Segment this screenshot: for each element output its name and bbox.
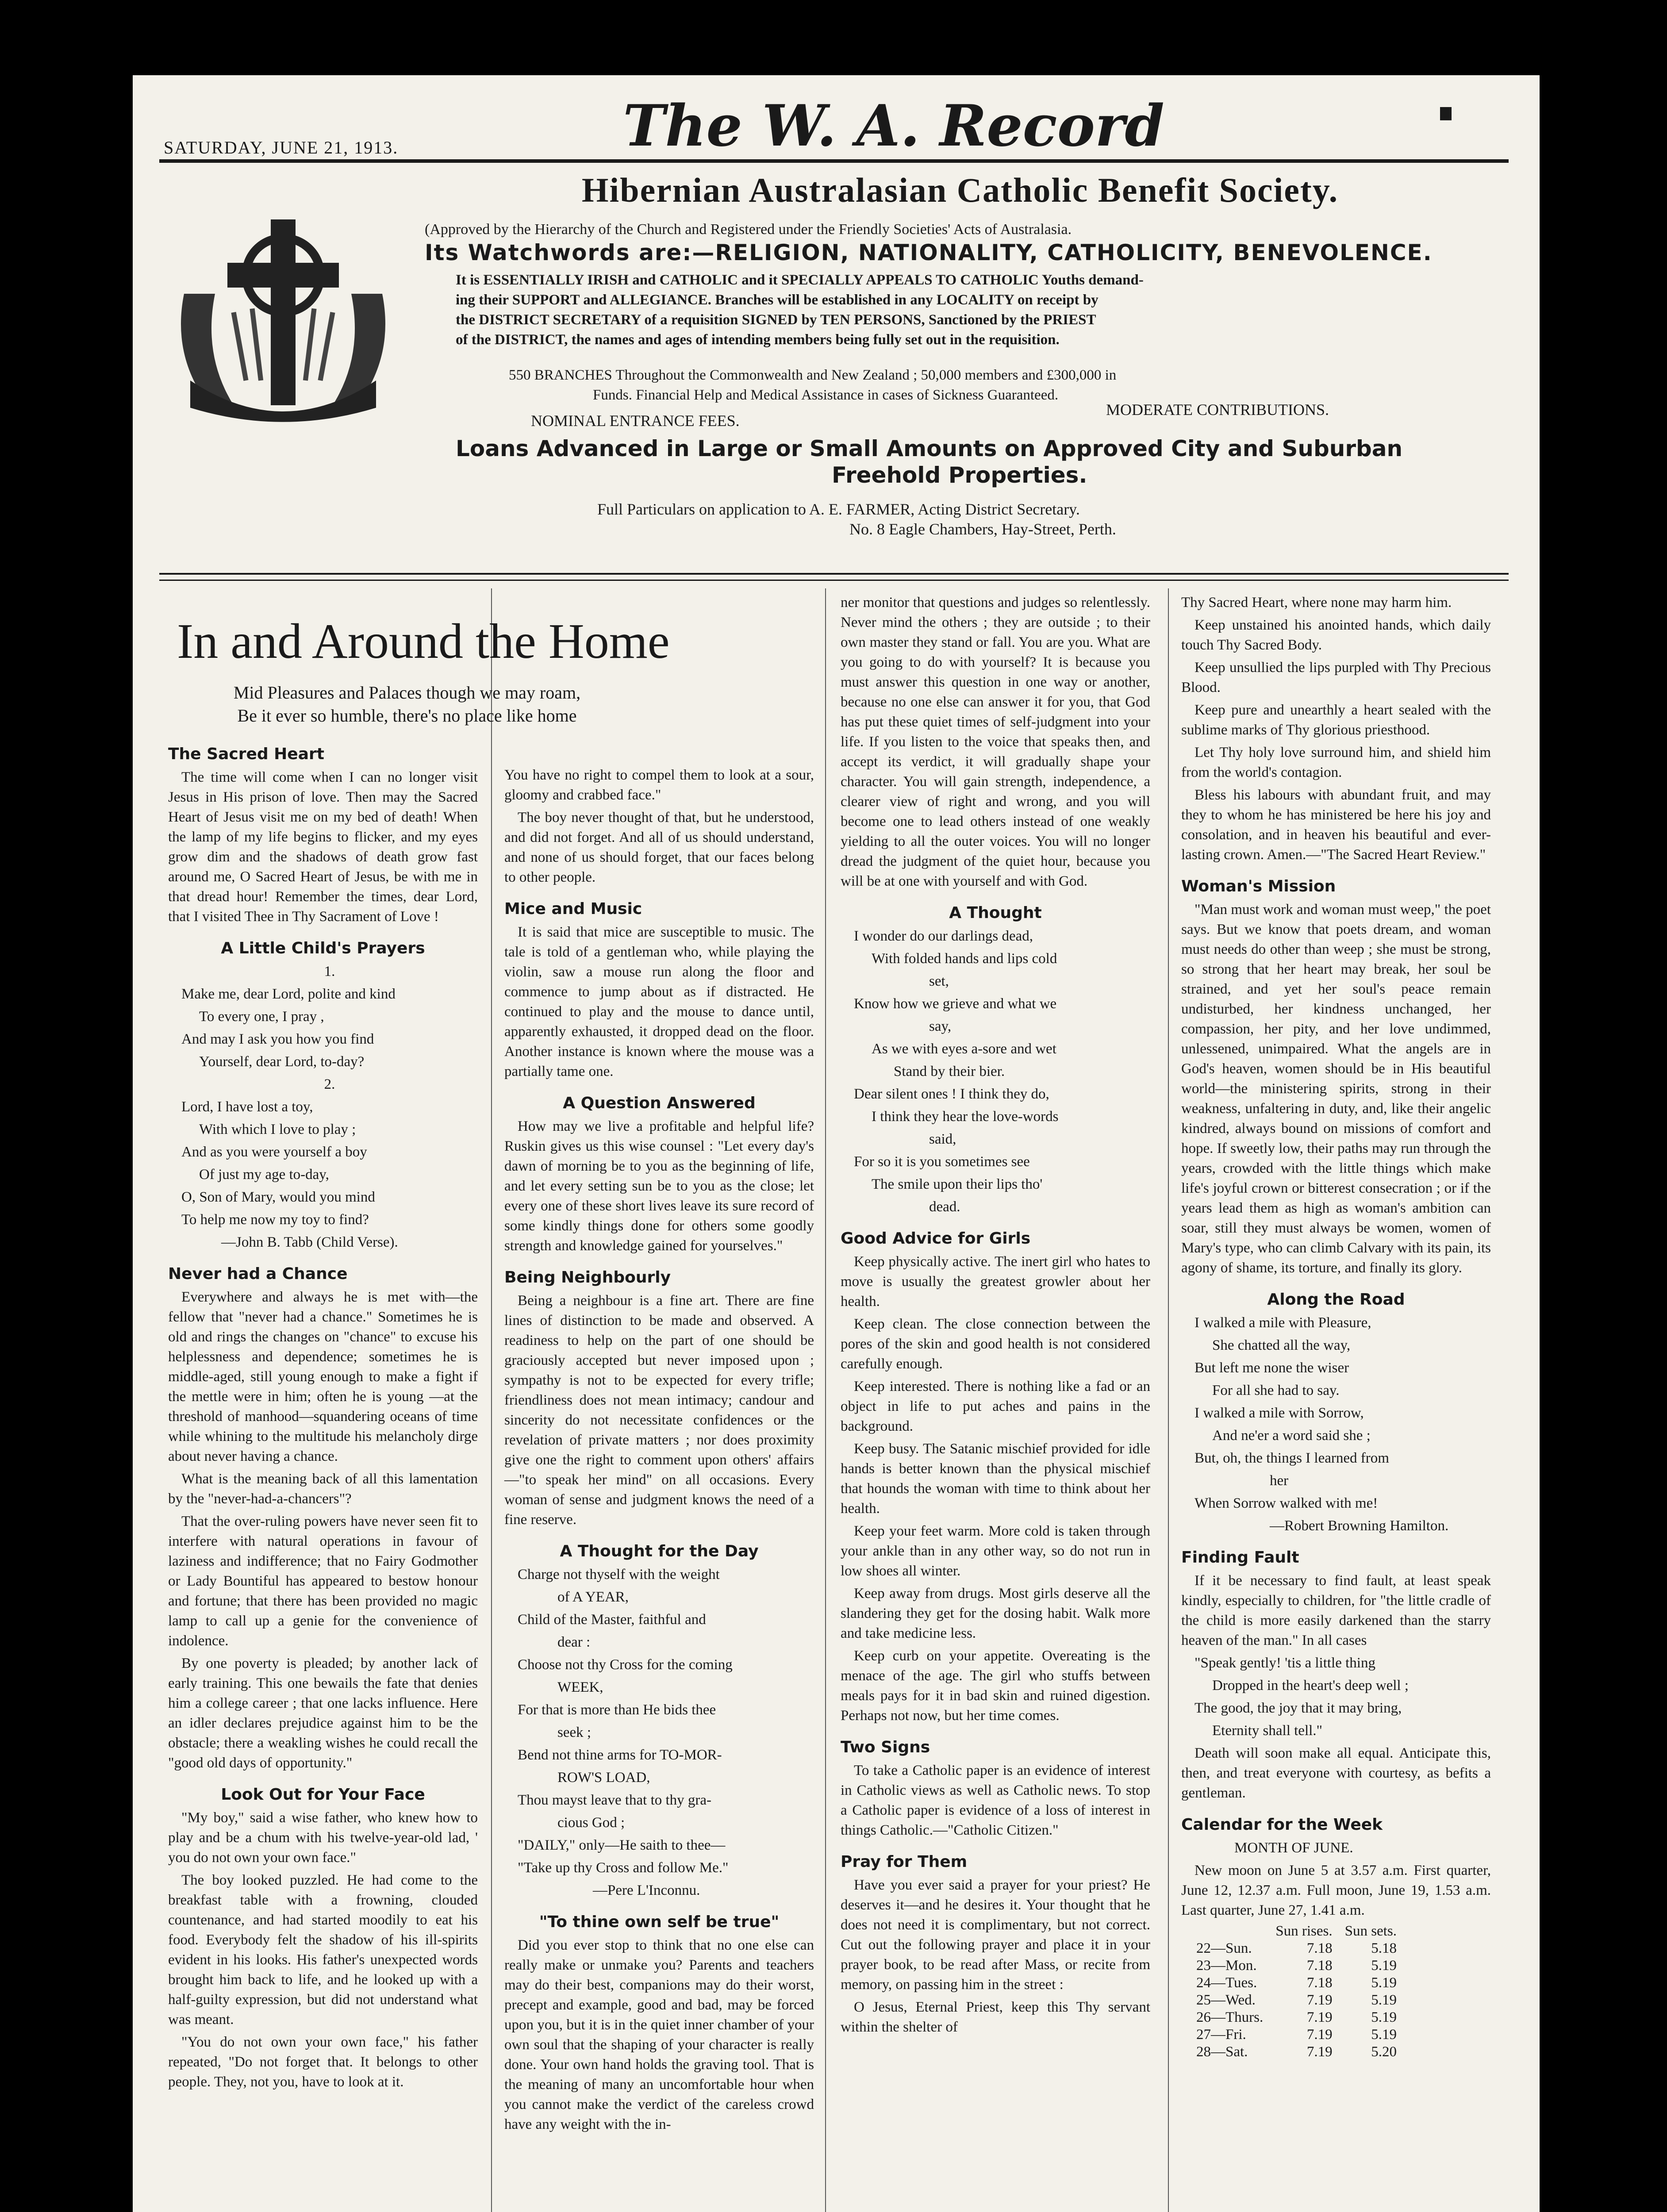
issue-date: SATURDAY, JUNE 21, 1913. (164, 138, 399, 157)
verse-line: And ne'er a word said she ; (1212, 1428, 1371, 1444)
column-2 (504, 765, 814, 2137)
row-sunrise: 7.18 (1306, 1958, 1333, 1974)
heading-a-thought: A Thought (949, 904, 1042, 922)
row-sunrise: 7.19 (1306, 2044, 1333, 2060)
row-day: 27—Fri. (1196, 2027, 1246, 2043)
verse-line: her (1270, 1473, 1289, 1489)
article-paragraph: What is the meaning back of all this lamentation by the "never-had-a-chancers"? (168, 1471, 478, 1507)
article-paragraph: Have you ever said a prayer for your priest? He deserves it—and he desires it. Your thought that he does not need it is complimentary, but not correct. Cut out the following prayer and place it in your prayer book, to be read after Mass, or recite from memory, on passing him in the street : (841, 1877, 1150, 1993)
celtic-cross-harp-emblem-icon (159, 195, 407, 442)
heading-child-prayers: A Little Child's Prayers (221, 939, 425, 957)
verse-line: The smile upon their lips tho' (872, 1176, 1043, 1192)
article-paragraph: Everywhere and always he is met with—the fellow that "never had a chance." Sometimes he is old and rings the changes on "chance" to excuse his helplessness and dependence; sometimes he is middle-aged, still young enough to make a fight if the mettle were in him; often he is young —at the threshold of manhood—squandering oceans of time while whining to the multitude his melancholy dirge about never having a chance. (168, 1289, 478, 1464)
article-paragraph: Keep unstained his anointed hands, which daily touch Thy Sacred Body. (1181, 617, 1491, 653)
verse-line: But, oh, the things I learned from (1195, 1450, 1389, 1466)
article-paragraph: Keep busy. The Satanic mischief provided for idle hands is better known than the physical mischief that hounds the woman with time to think about her health. (841, 1441, 1150, 1517)
verse-line: Thou mayst leave that to thy gra- (518, 1792, 712, 1808)
column-rule-2 (825, 588, 826, 2212)
article-paragraph: Keep your feet warm. More cold is taken through your ankle than in any other way, so do not run in low shoes all winter. (841, 1523, 1150, 1579)
header-sun-sets: Sun sets. (1344, 1923, 1397, 1939)
article-question-answered: How may we live a profitable and helpful life? Ruskin gives us this wise counsel : "Let every day's dawn of morning be to you as the beginning of life, and let every setting sun be to you as the close; let every one of these short lives leave its sure record of some kindly things done for others some goodly strength and knowledge gained for yourselves." (504, 1118, 814, 1254)
verse-line: Stand by their bier. (894, 1064, 1005, 1079)
row-sunrise: 7.18 (1306, 1975, 1333, 1991)
table-row (1190, 1992, 1403, 2009)
heading-womans-mission: Woman's Mission (1181, 877, 1336, 895)
heading-advice-for-girls: Good Advice for Girls (841, 1229, 1031, 1248)
verse-line: But left me none the wiser (1195, 1360, 1349, 1376)
article-being-neighbourly: Being a neighbour is a fine art. There are fine lines of distinction to be made and observed. A readiness to help on the part of one should be graciously accepted but never imposed upon ; sympathy is not to be expected for every trifle; friendliness does not mean intimacy; candour and sincerity do not necessitate confidences or the revelation of private matters ; nor does proximity give one the right to comment upon others' affairs—"to speak her mind" on all occasions. Every woman of sense and judgment knows the need of a fine reserve. (504, 1293, 814, 1528)
article-paragraph: Keep clean. The close connection between the pores of the skin and good health is not considered carefully enough. (841, 1316, 1150, 1372)
verse-line: cious God ; (557, 1815, 625, 1831)
column-rule-3 (1168, 588, 1169, 2212)
article-paragraph: Keep curb on your appetite. Overeating is the menace of the age. The girl who stuffs between meals pays for it in bad skin and ruined digestion. Perhaps not now, but her time comes. (841, 1648, 1150, 1724)
heading-never-had-chance: Never had a Chance (168, 1265, 348, 1283)
verse-line: Make me, dear Lord, polite and kind (181, 986, 396, 1002)
article-paragraph: "My boy," said a wise father, who knew how to play and be a chum with his twelve-year-old lad, ' you do not own your own face." (168, 1810, 478, 1866)
article-paragraph: ner monitor that questions and judges so relentlessly. Never mind the others ; they are outside ; to their own master they stand or fall. You are you. What are you going to do with yourself? It is because you must answer this question in one way or another, because no one else can answer it for you, that God has put these quiet times of self-judgment into your life. If you listen to the voice that speaks then, and accept its verdict, it will gradually shape your character. You will gain strength, independence, a clearer view of right and wrong, and you will become one to lead others instead of one weakly yielding to all the outer voices. You will no longer dread the judgment of the quiet hour, because you will be at one with yourself and with God. (841, 595, 1150, 889)
column-4 (1181, 593, 1491, 2061)
verse-line: "DAILY," only—He saith to thee— (518, 1837, 726, 1853)
heading-mice-music: Mice and Music (504, 900, 642, 918)
table-row (1190, 1958, 1403, 1975)
verse-line: With which I love to play ; (199, 1121, 356, 1137)
society-line-6: Funds. Financial Help and Medical Assistance in cases of Sickness Guaranteed. (593, 387, 1059, 403)
article-paragraph: That the over-ruling powers have never seen fit to interfere with natural operations in favour of laziness and indifference; that no Fairy Godmother or Lady Bountiful has appeared to bestow honour and fortune; that there has been provided no magic lamp to call up a genie for the convenience of indolence. (168, 1513, 478, 1649)
verse-line: say, (929, 1018, 952, 1034)
verse-line: Dear silent ones ! I think they do, (854, 1086, 1049, 1102)
verse-line: To help me now my toy to find? (181, 1212, 369, 1228)
article-paragraph: Keep away from drugs. Most girls deserve all the slandering they get for the dosing habit. Walk more and take medicine less. (841, 1586, 1150, 1641)
society-approval: (Approved by the Hierarchy of the Church and Registered under the Friendly Societies' Acts of Australasia. (425, 221, 1072, 238)
verse-line: seek ; (557, 1724, 592, 1740)
article-paragraph: Keep unsullied the lips purpled with Thy Precious Blood. (1181, 660, 1491, 695)
heading-two-signs: Two Signs (841, 1738, 930, 1756)
verse-line: ROW'S LOAD, (557, 1770, 650, 1786)
table-header-row (1190, 1923, 1403, 1940)
article-paragraph: Thy Sacred Heart, where none may harm him. (1181, 595, 1452, 611)
row-day: 24—Tues. (1196, 1975, 1257, 1991)
row-day: 26—Thurs. (1196, 2009, 1264, 2025)
loans-line-1: Loans Advanced in Large or Small Amounts on Approved City and Suburban (456, 436, 1403, 461)
heading-question-answered: A Question Answered (563, 1094, 756, 1112)
society-line-5: 550 BRANCHES Throughout the Commonwealth and New Zealand ; 50,000 members and £300,000 in (509, 367, 1117, 383)
society-line-2: ing their SUPPORT and ALLEGIANCE. Branches will be established in any LOCALITY on receipt by (456, 292, 1099, 308)
verse-line: I walked a mile with Sorrow, (1195, 1405, 1364, 1421)
verse-line: Of just my age to-day, (199, 1167, 329, 1183)
header-rule-top (159, 573, 1509, 575)
row-sunrise: 7.19 (1306, 2027, 1333, 2043)
verse-line: And may I ask you how you find (181, 1031, 374, 1047)
verse-attribution: —Pere L'Inconnu. (593, 1882, 700, 1898)
row-sunset: 5.19 (1371, 2009, 1397, 2025)
row-day: 28—Sat. (1196, 2044, 1248, 2060)
verse-line: I walked a mile with Pleasure, (1195, 1315, 1371, 1331)
article-paragraph: By one poverty is pleaded; by another lack of early training. This one bewails the fate that denies him a college career ; that one lacks influence. Here an idler declares prejudice against him to be the obstacle; there a weakling wishes he could recall the "good old days of opportunity." (168, 1655, 478, 1771)
particulars-line-1: Full Particulars on application to A. E. FARMER, Acting District Secretary. (597, 500, 1080, 518)
verse-line: As we with eyes a-sore and wet (872, 1041, 1056, 1057)
verse-line: O, Son of Mary, would you mind (181, 1189, 375, 1205)
row-sunset: 5.19 (1371, 1975, 1397, 1991)
watchwords-label: Its Watchwords are:— (425, 240, 715, 265)
row-sunrise: 7.19 (1306, 1992, 1333, 2008)
row-sunset: 5.18 (1371, 1940, 1397, 1956)
verse-line: For that is more than He bids thee (518, 1702, 716, 1718)
row-sunrise: 7.19 (1306, 2009, 1333, 2025)
calendar-moon-phases: New moon on June 5 at 3.57 a.m. First quarter, June 12, 12.37 a.m. Full moon, June 19, 1.53 a.m. Last quarter, June 27, 1.41 a.m. (1181, 1863, 1491, 1918)
row-day: 22—Sun. (1196, 1940, 1252, 1956)
watchwords-text: RELIGION, NATIONALITY, CATHOLICITY, BENEVOLENCE. (715, 240, 1433, 265)
table-row (1190, 2009, 1403, 2027)
verse-line: Yourself, dear Lord, to-day? (199, 1054, 365, 1070)
row-sunset: 5.20 (1371, 2044, 1397, 2060)
page-marker (1440, 107, 1452, 120)
verse-line: "Take up thy Cross and follow Me." (518, 1860, 729, 1876)
verse-attribution: —Robert Browning Hamilton. (1270, 1518, 1449, 1534)
verse-line: Child of the Master, faithful and (518, 1612, 706, 1628)
verse-line: of A YEAR, (557, 1589, 629, 1605)
article-two-signs: To take a Catholic paper is an evidence of interest in Catholic views as well as Catholic news. To stop a Catholic paper is evidence of a loss of interest in things Catholic.—"Catholic Citizen." (841, 1763, 1150, 1838)
row-day: 25—Wed. (1196, 1992, 1256, 2008)
feature-title: In and Around the Home (177, 614, 670, 669)
header-rule-bottom (159, 580, 1509, 581)
heading-look-out-face: Look Out for Your Face (221, 1786, 425, 1804)
contributions: MODERATE CONTRIBUTIONS. (1106, 401, 1329, 419)
row-day: 23—Mon. (1196, 1958, 1257, 1974)
newspaper-page (133, 75, 1540, 2212)
article-paragraph: "You do not own your own face," his father repeated, "Do not forget that. It belongs to other people. They, not you, have to look at it. (168, 2034, 478, 2090)
heading-calendar: Calendar for the Week (1181, 1816, 1383, 1834)
article-paragraph: Let Thy holy love surround him, and shield him from the world's contagion. (1181, 745, 1491, 780)
article-paragraph: Death will soon make all equal. Anticipate this, then, and treat everyone with courtesy, as befits a gentleman. (1181, 1745, 1491, 1801)
calendar-month: MONTH OF JUNE. (1234, 1840, 1353, 1856)
society-line-1: It is ESSENTIALLY IRISH and CATHOLIC and it SPECIALLY APPEALS TO CATHOLIC Youths demand- (456, 272, 1144, 288)
article-paragraph: Keep interested. There is nothing like a fad or an object in life to put aches and pains in the background. (841, 1379, 1150, 1434)
table-row (1190, 2027, 1403, 2044)
table-header-blank (1190, 1923, 1269, 1940)
verse-line: dead. (929, 1199, 960, 1215)
verse-attribution: —John B. Tabb (Child Verse). (221, 1234, 398, 1250)
article-paragraph: Keep pure and unearthly a heart sealed with the sublime marks of Thy glorious priesthood. (1181, 702, 1491, 738)
row-sunrise: 7.18 (1306, 1940, 1333, 1956)
verse-line: dear : (557, 1634, 591, 1650)
article-paragraph: Did you ever stop to think that no one else can really make or unmake you? Parents and teachers may do their best, companions may do their worst, precept and example, good and bad, may be forced upon you, but it is in the quiet inner chamber of your own soul that the shaping of your character is really done. Your own hand holds the graving tool. That is the meaning of many an uncomfortable hour when you cannot make the verdict of the careless crowd have any weight with the in- (504, 1937, 814, 2132)
table-row (1190, 1975, 1403, 1992)
article-paragraph: O Jesus, Eternal Priest, keep this Thy servant within the shelter of (841, 1999, 1150, 2035)
prayer-1-number: 1. (324, 964, 335, 979)
article-paragraph: Bless his labours with abundant fruit, and may they to whom he has ministered be here his joy and consolation, and in heaven his beautiful and ever-lasting crown. Amen.—"The Sacred Heart Review." (1181, 787, 1491, 863)
particulars-line-2: No. 8 Eagle Chambers, Hay-Street, Perth. (849, 520, 1116, 538)
verse-line: Choose not thy Cross for the coming (518, 1657, 733, 1673)
verse-line: I wonder do our darlings dead, (854, 928, 1033, 944)
column-rule-1 (491, 588, 492, 2212)
article-paragraph: Keep physically active. The inert girl who hates to move is usually the greatest growler about her health. (841, 1254, 1150, 1310)
verse-line: She chatted all the way, (1212, 1337, 1351, 1353)
verse-line: Eternity shall tell." (1212, 1723, 1322, 1739)
verse-line: Lord, I have lost a toy, (181, 1099, 313, 1115)
row-sunset: 5.19 (1371, 1958, 1397, 1974)
verse-line: WEEK, (557, 1679, 603, 1695)
article-paragraph: The boy never thought of that, but he understood, and did not forget. And all of us should understand, and none of us should forget, that our faces belong to other people. (504, 810, 814, 885)
masthead-title: The W. A. Record (623, 93, 1164, 159)
verse-line: said, (929, 1131, 956, 1147)
verse-line: The good, the joy that it may bring, (1195, 1700, 1402, 1716)
society-title: Hibernian Australasian Catholic Benefit Society. (581, 171, 1339, 209)
verse-line: Charge not thyself with the weight (518, 1567, 720, 1582)
heading-pray-for-them: Pray for Them (841, 1853, 968, 1871)
masthead-rule (159, 159, 1509, 163)
verse-line: For so it is you sometimes see (854, 1154, 1030, 1170)
sun-times-table (1190, 1923, 1403, 2061)
heading-finding-fault: Finding Fault (1181, 1548, 1299, 1567)
verse-line: With folded hands and lips cold (872, 951, 1057, 967)
verse-line: And as you were yourself a boy (181, 1144, 367, 1160)
feature-motto-1: Mid Pleasures and Palaces though we may roam, (233, 683, 581, 703)
verse-line: I think they hear the love-words (872, 1109, 1059, 1125)
society-line-3: the DISTRICT SECRETARY of a requisition SIGNED by TEN PERSONS, Sanctioned by the PRIEST (456, 312, 1096, 328)
verse-line: Dropped in the heart's deep well ; (1212, 1678, 1409, 1694)
loans-line-2: Freehold Properties. (832, 462, 1087, 488)
prayer-2-number: 2. (324, 1076, 335, 1092)
verse-line: "Speak gently! 'tis a little thing (1195, 1655, 1375, 1671)
society-watchwords (425, 240, 1433, 265)
heading-sacred-heart: The Sacred Heart (168, 745, 324, 763)
row-sunset: 5.19 (1371, 2027, 1397, 2043)
row-sunset: 5.19 (1371, 1992, 1397, 2008)
verse-line: For all she had to say. (1212, 1382, 1340, 1398)
header-sun-rises: Sun rises. (1275, 1923, 1333, 1939)
heading-being-neighbourly: Being Neighbourly (504, 1268, 671, 1286)
column-3 (841, 593, 1150, 2040)
heading-along-the-road: Along the Road (1267, 1290, 1405, 1309)
article-mice-music: It is said that mice are susceptible to music. The tale is told of a gentleman who, while playing the violin, saw a mouse run along the floor and commence to jump about as if distracted. He continued to play and the mouse to dance until, apparently exhausted, it dropped dead on the floor. Another instance is known where the mouse was a partially tame one. (504, 924, 814, 1079)
table-row (1190, 2044, 1403, 2061)
article-paragraph: You have no right to compel them to look at a sour, gloomy and crabbed face." (504, 767, 814, 803)
table-row (1190, 1940, 1403, 1958)
entrance-fees: NOMINAL ENTRANCE FEES. (531, 412, 740, 430)
verse-line: Know how we grieve and what we (854, 996, 1057, 1012)
verse-line: Bend not thine arms for TO-MOR- (518, 1747, 722, 1763)
article-sacred-heart: The time will come when I can no longer visit Jesus in His prison of love. Then may the Sacred Heart of Jesus visit me on my bed of death! When the lamp of my life begins to flicker, and my eyes grow dim and the shadows of death grow fast around me, O Sacred Heart of Jesus, be with me in that dread hour! Remember the times, dear Lord, that I visited Thee in Thy Sacrament of Love ! (168, 769, 478, 925)
article-paragraph: The boy looked puzzled. He had come to the breakfast table with a frowning, clouded countenance, and had started moodily to eat his food. Everybody felt the shadow of his ill-spirits evident in his looks. His father's unexpected words brought him back to life, and he looked up with a half-guilty expression, but did not understand what was meant. (168, 1872, 478, 2028)
verse-line: set, (929, 973, 949, 989)
article-paragraph: If it be necessary to find fault, at least speak kindly, especially to children, for "the little cradle of the child is more easily darkened than the starry heaven of the man." In all cases (1181, 1573, 1491, 1648)
verse-line: When Sorrow walked with me! (1195, 1495, 1378, 1511)
feature-motto-2: Be it ever so humble, there's no place like home (237, 706, 577, 726)
verse-line: To every one, I pray , (199, 1009, 324, 1025)
society-line-4: of the DISTRICT, the names and ages of intending members being fully set out in the requisition. (456, 332, 1060, 348)
heading-thought-for-day: A Thought for the Day (560, 1542, 759, 1560)
article-womans-mission: "Man must work and woman must weep," the poet says. But we know that poets dream, and woman must needs do other than weep ; she must be strong, so strong that her heart may break, her soul be strained, and yet her soul's peace remain undisturbed, her kindness unchanged, her compassion, her pity, and her love undimmed, unlessened, unimpaired. What the angels are in God's heaven, women should be in His beautiful world—the ministering spirits, strong in their weakness, unfaltering in duty, and, like their angelic kindred, always bound on missions of comfort and hope. If sweetly low, their paths may run through the years, crowded with the little things which make life's joyful crown or bitterest consecration ; or if the years lead them as high as woman's ambition can soar, still they must always be women, women of Mary's type, who can climb Calvary with its pain, its agony of shame, its torture, and finally its glory. (1181, 902, 1491, 1276)
heading-to-thine-own-self: "To thine own self be true" (539, 1913, 780, 1931)
